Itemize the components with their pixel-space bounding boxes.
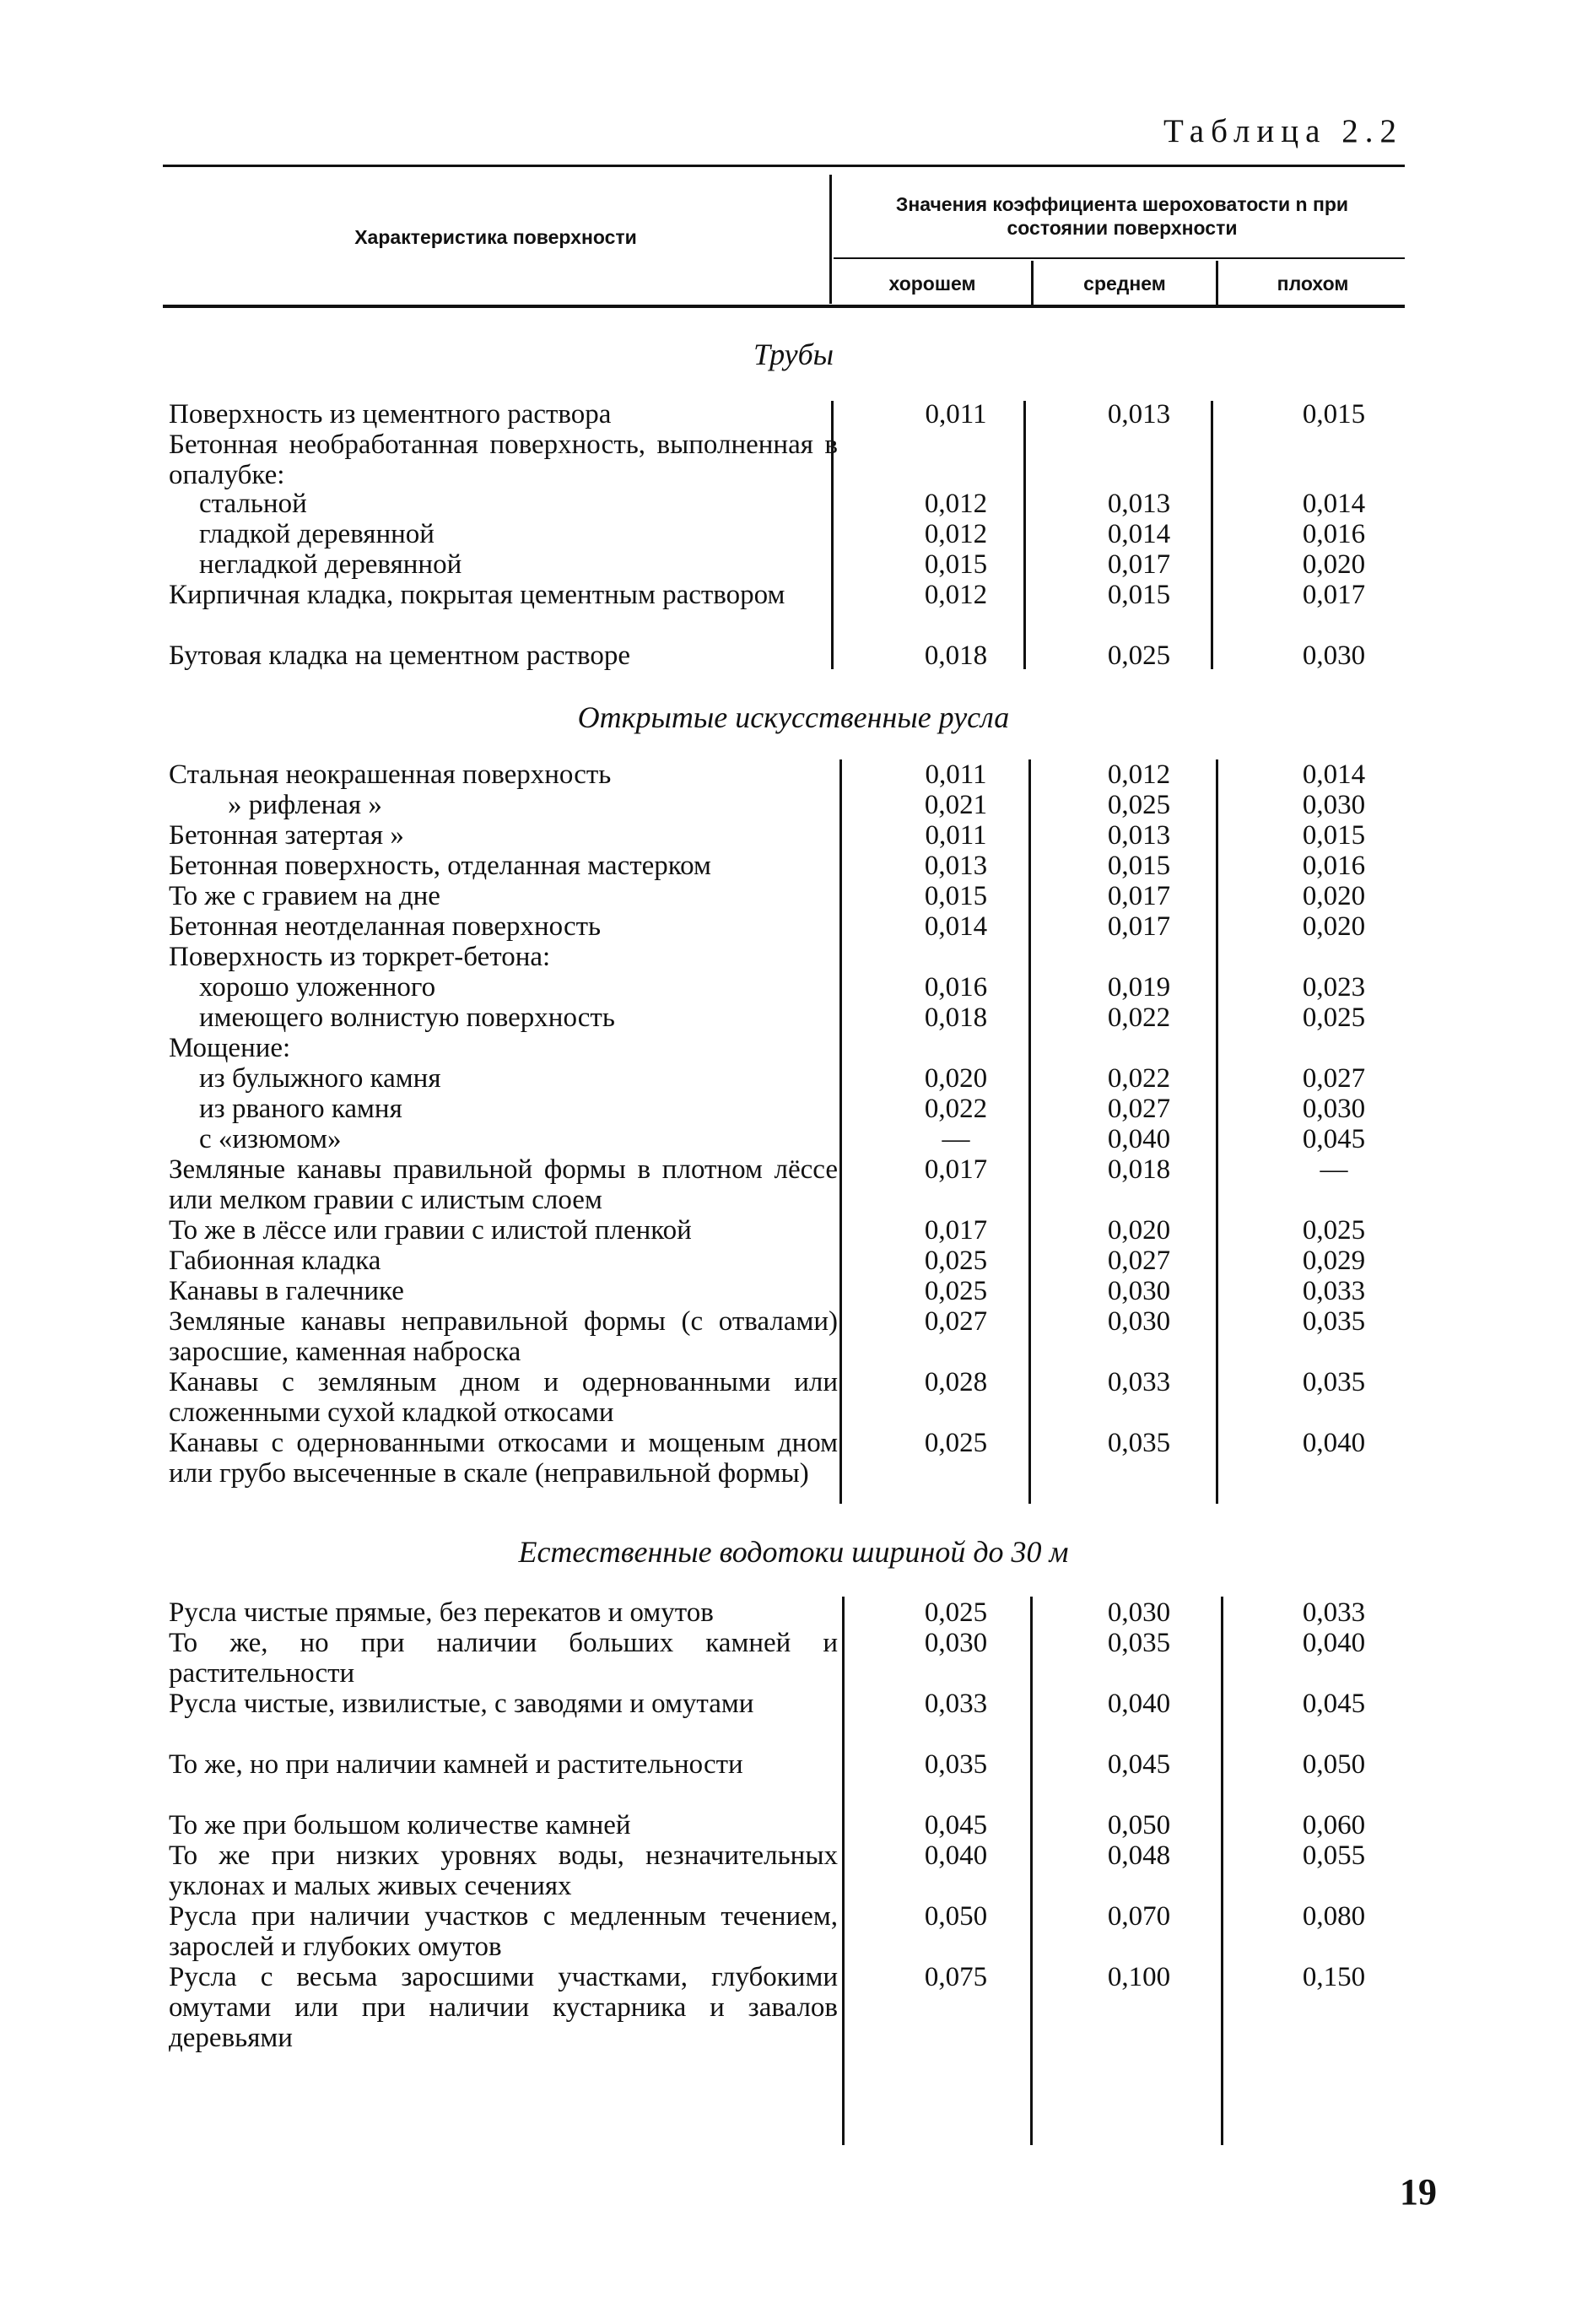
value-medium: 0,030 [1107,1597,1171,1628]
header-condition-medium: среднем [1083,273,1166,295]
row-label: Кирпичная кладка, покрытая цементным раствором [169,580,785,610]
table-caption: Таблица 2.2 [1163,113,1403,149]
row-label: Поверхность из торкрет-бетона: [169,942,551,972]
value-medium: 0,022 [1107,1003,1171,1033]
value-poor: 0,014 [1302,759,1366,790]
value-medium: 0,040 [1107,1689,1171,1719]
value-good: 0,011 [925,399,987,430]
row-label: То же, но при наличии больших камней и растительности [169,1628,838,1689]
value-poor: 0,025 [1302,1003,1366,1033]
value-poor: 0,020 [1302,881,1366,911]
row-label: негладкой деревянной [199,549,462,580]
row-label: Бетонная затертая » [169,820,404,851]
value-poor: 0,014 [1302,489,1366,519]
body-divider-s3-b [1030,1597,1033,2145]
row-label: Стальная неокрашенная поверхность [169,759,612,790]
value-good: 0,030 [924,1628,988,1658]
header-divider-main [829,175,832,304]
value-medium: 0,100 [1107,1962,1171,1992]
value-poor: 0,020 [1302,549,1366,580]
value-poor: 0,015 [1302,820,1366,851]
header-condition-good: хорошем [888,273,976,295]
row-label: То же при большом количестве камней [169,1810,631,1840]
value-medium: 0,015 [1107,851,1171,881]
value-good: 0,025 [924,1246,988,1276]
header-coeff-group: Значения коэффициента шероховатости n при состоянии поверхности [895,193,1349,239]
section-title-natural-streams: Естественные водотоки шириной до 30 м [518,1535,1069,1569]
value-poor: 0,050 [1302,1749,1366,1780]
section-title-pipes: Трубы [753,338,834,371]
value-medium: 0,070 [1107,1901,1171,1932]
row-label: Бутовая кладка на цементном растворе [169,640,631,671]
value-good: 0,020 [924,1063,988,1094]
value-good: 0,016 [924,972,988,1003]
value-poor: 0,150 [1302,1962,1366,1992]
value-good: 0,021 [924,790,988,820]
row-label: Поверхность из цементного раствора [169,399,612,430]
row-label: То же при низких уровнях воды, незначительных уклонах и малых живых сечениях [169,1840,838,1901]
value-medium: 0,040 [1107,1124,1171,1154]
row-label: гладкой деревянной [199,519,435,549]
value-poor: 0,029 [1302,1246,1366,1276]
value-medium: 0,035 [1107,1428,1171,1458]
value-good: 0,035 [924,1749,988,1780]
value-poor: 0,055 [1302,1840,1366,1871]
value-poor: 0,016 [1302,851,1366,881]
header-divider-2 [1216,261,1218,305]
value-good: 0,033 [924,1689,988,1719]
row-label: Канавы в галечнике [169,1276,404,1306]
value-good: 0,013 [924,851,988,881]
value-good: 0,012 [924,580,988,610]
value-poor: — [1320,1154,1348,1185]
header-divider-1 [1031,261,1034,305]
row-label: Русла чистые, извилистые, с заводями и омутами [169,1689,754,1719]
value-poor: 0,023 [1302,972,1366,1003]
value-medium: 0,017 [1107,881,1171,911]
row-label: из рваного камня [199,1094,402,1124]
header-bottom-rule [163,305,1405,308]
row-label: с «изюмом» [199,1124,342,1154]
value-medium: 0,017 [1107,549,1171,580]
value-medium: 0,022 [1107,1063,1171,1094]
row-label: Русла при наличии участков с медленным течением, зарослей и глубоких омутов [169,1901,838,1962]
value-good: 0,040 [924,1840,988,1871]
value-poor: 0,040 [1302,1428,1366,1458]
value-good: 0,025 [924,1428,988,1458]
value-good: 0,012 [924,489,988,519]
value-medium: 0,013 [1107,489,1171,519]
row-label: Канавы с одернованными откосами и мощеным дном или грубо высеченные в скале (неправильной формы) [169,1428,838,1489]
value-medium: 0,012 [1107,759,1171,790]
value-good: 0,014 [924,911,988,942]
value-medium: 0,020 [1107,1215,1171,1246]
value-poor: 0,016 [1302,519,1366,549]
value-good: 0,025 [924,1276,988,1306]
row-label: Русла с весьма заросшими участками, глубокими омутами или при наличии кустарника и завалов деревьями [169,1962,838,2053]
value-good: 0,011 [925,820,987,851]
value-medium: 0,013 [1107,399,1171,430]
page-number: 19 [1400,2171,1437,2213]
value-good: 0,075 [924,1962,988,1992]
value-good: — [942,1124,970,1154]
value-good: 0,012 [924,519,988,549]
value-good: 0,050 [924,1901,988,1932]
value-poor: 0,027 [1302,1063,1366,1094]
header-condition-poor: плохом [1277,273,1349,295]
value-good: 0,018 [924,640,988,671]
value-poor: 0,030 [1302,640,1366,671]
header-subrule [834,257,1405,259]
value-poor: 0,033 [1302,1276,1366,1306]
row-label: Мощение: [169,1033,291,1063]
row-label: Канавы с земляным дном и одернованными или сложенными сухой кладкой откосами [169,1367,838,1428]
header-top-rule [163,165,1405,167]
value-poor: 0,015 [1302,399,1366,430]
row-label: имеющего волнистую поверхность [199,1003,615,1033]
value-good: 0,017 [924,1215,988,1246]
value-medium: 0,030 [1107,1306,1171,1337]
value-poor: 0,035 [1302,1367,1366,1397]
value-poor: 0,025 [1302,1215,1366,1246]
value-medium: 0,013 [1107,820,1171,851]
row-label: Русла чистые прямые, без перекатов и омутов [169,1597,714,1628]
value-poor: 0,030 [1302,790,1366,820]
value-poor: 0,020 [1302,911,1366,942]
header-characteristic: Характеристика поверхности [354,226,637,248]
value-medium: 0,019 [1107,972,1171,1003]
value-good: 0,018 [924,1003,988,1033]
row-label: Бетонная необработанная поверхность, выполненная в опалубке: [169,430,838,490]
row-label: из булыжного камня [199,1063,441,1094]
value-good: 0,027 [924,1306,988,1337]
value-poor: 0,080 [1302,1901,1366,1932]
value-medium: 0,018 [1107,1154,1171,1185]
row-label: Бетонная неотделанная поверхность [169,911,602,942]
body-divider-s3-c [1221,1597,1223,2145]
value-poor: 0,045 [1302,1689,1366,1719]
value-poor: 0,035 [1302,1306,1366,1337]
value-medium: 0,025 [1107,790,1171,820]
value-poor: 0,060 [1302,1810,1366,1840]
value-good: 0,015 [924,549,988,580]
value-good: 0,028 [924,1367,988,1397]
row-label: хорошо уложенного [199,972,436,1003]
value-medium: 0,050 [1107,1810,1171,1840]
value-poor: 0,045 [1302,1124,1366,1154]
value-poor: 0,033 [1302,1597,1366,1628]
value-medium: 0,014 [1107,519,1171,549]
row-label: стальной [199,489,307,519]
value-good: 0,045 [924,1810,988,1840]
value-poor: 0,040 [1302,1628,1366,1658]
row-label: Земляные канавы правильной формы в плотном лёссе или мелком гравии с илистым слоем [169,1154,838,1215]
row-label: То же с гравием на дне [169,881,440,911]
value-medium: 0,033 [1107,1367,1171,1397]
body-divider-s3-a [842,1597,845,2145]
value-medium: 0,048 [1107,1840,1171,1871]
row-label: Земляные канавы неправильной формы (с отвалами) заросшие, каменная наброска [169,1306,838,1367]
value-good: 0,017 [924,1154,988,1185]
value-medium: 0,027 [1107,1094,1171,1124]
value-poor: 0,017 [1302,580,1366,610]
value-medium: 0,030 [1107,1276,1171,1306]
value-poor: 0,030 [1302,1094,1366,1124]
value-good: 0,011 [925,759,987,790]
value-good: 0,025 [924,1597,988,1628]
value-medium: 0,045 [1107,1749,1171,1780]
value-medium: 0,027 [1107,1246,1171,1276]
value-medium: 0,035 [1107,1628,1171,1658]
row-label: Бетонная поверхность, отделанная мастерком [169,851,711,881]
row-label: Габионная кладка [169,1246,381,1276]
value-medium: 0,025 [1107,640,1171,671]
body-divider-s2-a [839,759,842,1504]
row-label: То же в лёссе или гравии с илистой пленкой [169,1215,692,1246]
value-medium: 0,015 [1107,580,1171,610]
value-good: 0,015 [924,881,988,911]
row-label: » рифленая » [228,790,382,820]
row-label: То же, но при наличии камней и растительности [169,1749,743,1780]
value-medium: 0,017 [1107,911,1171,942]
value-good: 0,022 [924,1094,988,1124]
section-title-artificial-channels: Открытые искусственные русла [577,700,1010,734]
